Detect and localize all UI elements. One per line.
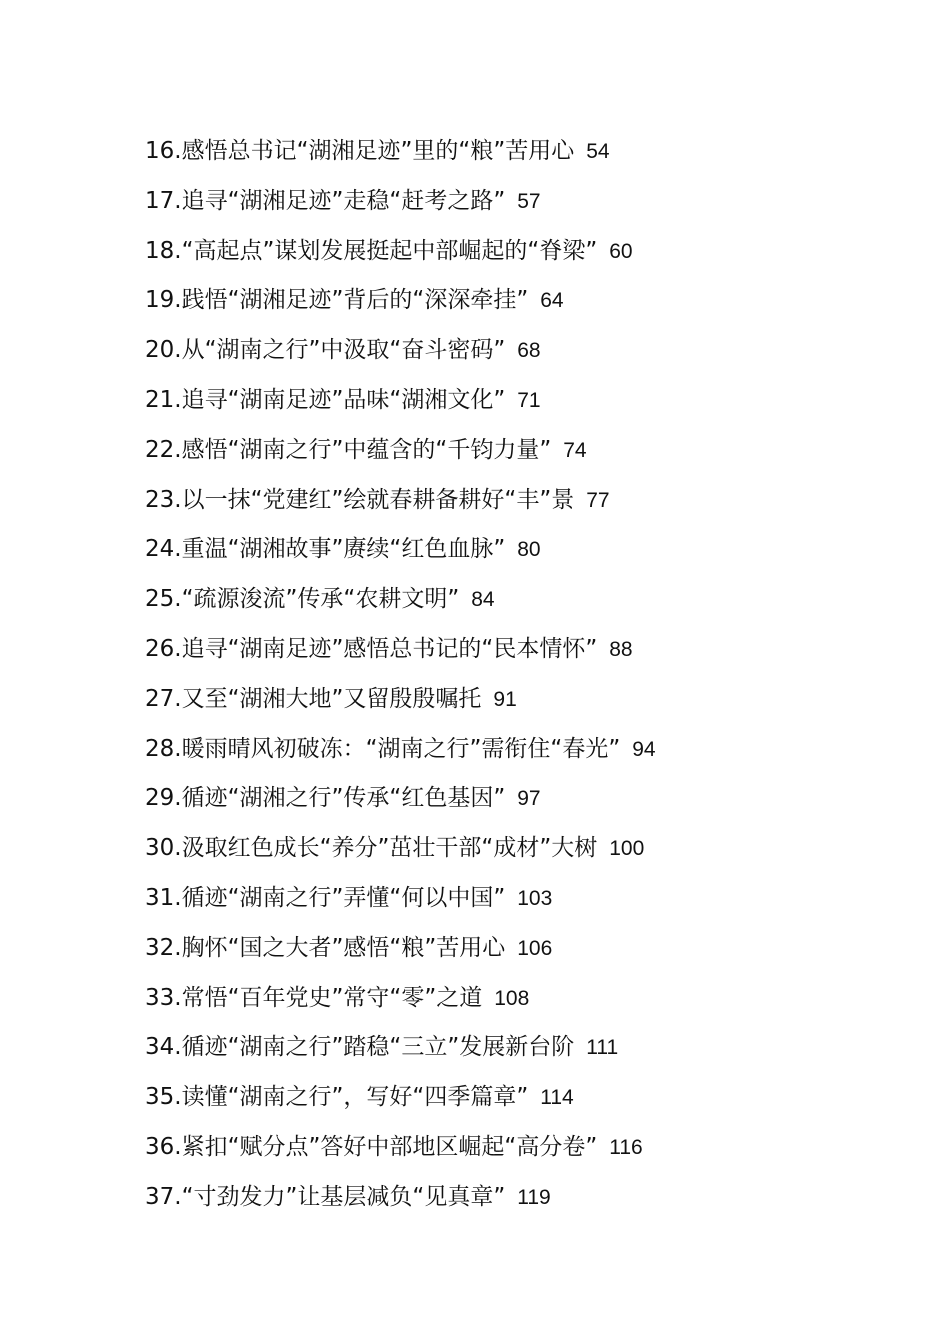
toc-entry[interactable] xyxy=(145,781,905,831)
toc-entry-page: 54 xyxy=(586,140,610,163)
toc-entry-page: 119 xyxy=(517,1185,551,1209)
toc-entry[interactable] xyxy=(145,532,905,582)
toc-entry-page: 80 xyxy=(517,538,541,562)
toc-entry-page: 68 xyxy=(517,339,541,363)
toc-entry-title: 21.追寻“湖南足迹”品味“湖湘文化” xyxy=(145,386,506,413)
toc-entry[interactable] xyxy=(145,283,905,333)
toc-entry[interactable] xyxy=(145,184,905,234)
toc-entry[interactable] xyxy=(145,1030,905,1080)
toc-entry[interactable] xyxy=(145,1080,905,1130)
toc-entry-title: 24.重温“湖湘故事”赓续“红色血脉” xyxy=(145,536,506,563)
toc-entry-title: 36.紧扣“赋分点”答好中部地区崛起“高分卷” xyxy=(145,1133,598,1160)
toc-entry-title: 17.追寻“湖湘足迹”走稳“赶考之路” xyxy=(145,187,506,214)
toc-entry-title: 25.“疏源浚流”传承“农耕文明” xyxy=(145,586,460,613)
toc-entry-page: 64 xyxy=(540,289,564,313)
toc-entry[interactable] xyxy=(145,931,905,981)
toc-entry[interactable] xyxy=(145,333,905,383)
toc-entry-page: 111 xyxy=(586,1036,619,1060)
toc-entry-title: 19.践悟“湖湘足迹”背后的“深深牵挂” xyxy=(145,287,529,314)
toc-entry-title: 16.感悟总书记“湖湘足迹”里的“粮”苦用心 xyxy=(145,138,575,164)
toc-entry-page: 71 xyxy=(517,388,541,412)
toc-entry-title: 22.感悟“湖南之行”中蕴含的“千钧力量” xyxy=(145,436,552,463)
toc-entry[interactable] xyxy=(145,682,905,732)
toc-entry-title: 30.汲取红色成长“养分”茁壮干部“成材”大树 xyxy=(145,835,598,862)
toc-entry-title: 28.暖雨晴风初破冻：“湖南之行”需衔住“春光” xyxy=(145,735,621,762)
toc-entry-page: 88 xyxy=(609,637,633,661)
toc-entry-page: 60 xyxy=(609,239,633,263)
toc-entry-page: 100 xyxy=(609,837,645,861)
toc-entry[interactable] xyxy=(145,582,905,632)
toc-entry-title: 31.循迹“湖南之行”弄懂“何以中国” xyxy=(145,884,506,911)
toc-entry[interactable] xyxy=(145,433,905,483)
toc-entry-title: 37.“寸劲发力”让基层减负“见真章” xyxy=(145,1183,506,1210)
toc-entry[interactable] xyxy=(145,383,905,433)
toc-entry-title: 18.“高起点”谋划发展挺起中部崛起的“脊梁” xyxy=(145,237,598,264)
toc-entry-title: 26.追寻“湖南足迹”感悟总书记的“民本情怀” xyxy=(145,635,598,662)
toc-entry-page: 106 xyxy=(517,936,553,960)
toc-entry-title: 35.读懂“湖南之行”，写好“四季篇章” xyxy=(145,1084,529,1111)
toc-entry[interactable] xyxy=(145,831,905,881)
toc-entry-title: 34.循迹“湖南之行”踏稳“三立”发展新台阶 xyxy=(145,1034,575,1061)
toc-entry[interactable] xyxy=(145,1130,905,1180)
toc-entry-page: 74 xyxy=(563,438,587,462)
toc-entry-page: 97 xyxy=(517,787,541,811)
toc-entry[interactable] xyxy=(145,1180,905,1230)
toc-entry-title: 29.循迹“湖湘之行”传承“红色基因” xyxy=(145,785,506,812)
toc-entry-page: 108 xyxy=(494,986,530,1010)
toc-entry-page: 77 xyxy=(586,488,610,512)
toc-entry-title: 20.从“湖南之行”中汲取“奋斗密码” xyxy=(145,337,506,364)
toc-entry[interactable] xyxy=(145,881,905,931)
toc-entry[interactable] xyxy=(145,632,905,682)
toc-entry-page: 84 xyxy=(471,588,495,612)
toc-entry[interactable] xyxy=(145,134,905,184)
toc-entry-title: 32.胸怀“国之大者”感悟“粮”苦用心 xyxy=(145,934,506,961)
toc-entry-page: 94 xyxy=(632,737,656,761)
toc-entry[interactable] xyxy=(145,483,905,533)
toc-entry-title: 33.常悟“百年党史”常守“零”之道 xyxy=(145,984,483,1011)
toc-entry-page: 91 xyxy=(493,687,517,711)
toc-entry[interactable] xyxy=(145,234,905,284)
toc-entry-page: 114 xyxy=(540,1086,574,1110)
toc-entry-title: 23.以一抹“党建红”绘就春耕备耕好“丰”景 xyxy=(145,486,575,513)
toc-entry-title: 27.又至“湖湘大地”又留殷殷嘱托 xyxy=(145,685,482,712)
table-of-contents xyxy=(145,134,905,1230)
toc-entry[interactable] xyxy=(145,732,905,782)
toc-entry-page: 116 xyxy=(609,1135,643,1159)
toc-entry[interactable] xyxy=(145,981,905,1031)
toc-entry-page: 103 xyxy=(517,886,553,910)
toc-entry-page: 57 xyxy=(517,189,541,213)
